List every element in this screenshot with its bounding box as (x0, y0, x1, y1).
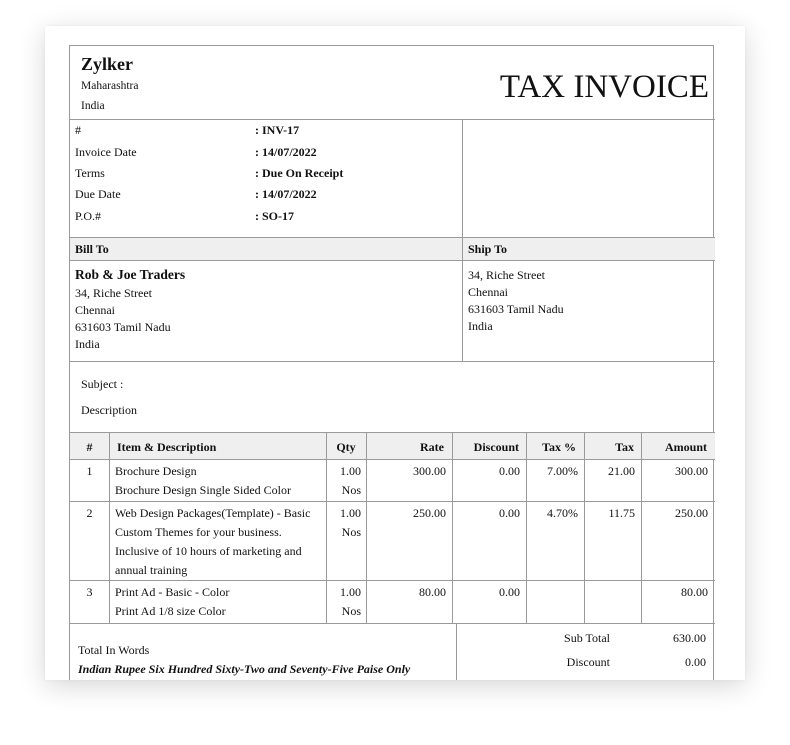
divider (70, 119, 715, 120)
divider (70, 580, 715, 581)
description-label: Description (81, 403, 137, 417)
divider (526, 432, 527, 623)
col-header-item: Item & Description (117, 440, 217, 454)
subject-label: Subject : (81, 377, 124, 391)
col-header-discount: Discount (473, 440, 519, 454)
row-amount: 250.00 (675, 506, 708, 520)
invoice-frame (69, 45, 714, 680)
ship-to-line: Chennai (468, 285, 508, 299)
divider (70, 361, 715, 362)
row-item-desc: Print Ad 1/8 size Color (115, 604, 226, 618)
bill-to-line: Chennai (75, 303, 115, 317)
subtotal-value: 630.00 (673, 631, 706, 645)
divider (462, 237, 463, 361)
company-state: Maharashtra (81, 80, 139, 92)
company-name: Zylker (81, 54, 133, 74)
row-rate: 80.00 (419, 585, 446, 599)
row-discount: 0.00 (499, 506, 520, 520)
row-amount: 80.00 (681, 585, 708, 599)
meta-label-due-date: Due Date (75, 187, 121, 201)
row-item-desc: annual training (115, 563, 188, 577)
divider (70, 260, 715, 261)
bill-to-line: India (75, 337, 100, 351)
col-header-tax: Tax (615, 440, 634, 454)
divider (70, 459, 715, 460)
row-amount: 300.00 (675, 464, 708, 478)
meta-label-terms: Terms (75, 166, 105, 180)
col-header-qty: Qty (336, 440, 356, 454)
col-header-amount: Amount (664, 440, 707, 454)
row-item-name: Web Design Packages(Template) - Basic (115, 506, 311, 520)
row-num: 1 (86, 464, 93, 478)
row-item-name: Brochure Design (115, 464, 197, 478)
divider (456, 623, 457, 680)
divider (70, 432, 715, 433)
ship-to-line: India (468, 319, 493, 333)
address-header-band (70, 238, 715, 260)
row-item-desc: Inclusive of 10 hours of marketing and (115, 544, 302, 558)
discount-value: 0.00 (685, 655, 706, 669)
divider (70, 623, 715, 624)
meta-value-due-date: : 14/07/2022 (255, 187, 317, 201)
divider (109, 432, 110, 623)
row-tax: 21.00 (608, 464, 635, 478)
document-title: TAX INVOICE (499, 69, 709, 105)
total-in-words: Indian Rupee Six Hundred Sixty-Two and Seventy-Five Paise Only (78, 662, 411, 676)
subtotal-label: Sub Total (564, 631, 610, 645)
company-country: India (81, 100, 105, 112)
invoice-sheet (45, 26, 745, 680)
total-in-words-label: Total In Words (78, 643, 150, 657)
row-item-name: Print Ad - Basic - Color (115, 585, 230, 599)
ship-to-line: 631603 Tamil Nadu (468, 302, 564, 316)
row-qty: 1.00 (340, 506, 361, 520)
ship-to-line: 34, Riche Street (468, 268, 545, 282)
meta-value-po: : SO-17 (255, 209, 294, 223)
meta-value-invoice-date: : 14/07/2022 (255, 145, 317, 159)
divider (70, 237, 715, 238)
row-item-desc: Custom Themes for your business. (115, 525, 282, 539)
meta-value-terms: : Due On Receipt (255, 166, 344, 180)
divider (584, 432, 585, 623)
row-unit: Nos (341, 483, 361, 497)
meta-label-invoice-date: Invoice Date (75, 145, 137, 159)
bill-to-heading: Bill To (75, 242, 109, 256)
meta-value-number: : INV-17 (255, 123, 300, 137)
row-qty: 1.00 (340, 585, 361, 599)
divider (70, 501, 715, 502)
row-num: 2 (86, 506, 93, 520)
row-unit: Nos (341, 604, 361, 618)
bill-to-name: Rob & Joe Traders (75, 267, 186, 282)
discount-label: Discount (566, 655, 610, 669)
row-rate: 250.00 (413, 506, 446, 520)
divider (462, 119, 463, 237)
row-num: 3 (86, 585, 93, 599)
col-header-num: # (86, 440, 93, 454)
bill-to-line: 34, Riche Street (75, 286, 152, 300)
row-tax-pct: 4.70% (547, 506, 578, 520)
row-discount: 0.00 (499, 464, 520, 478)
col-header-rate: Rate (420, 440, 444, 454)
meta-label-po: P.O.# (75, 209, 102, 223)
row-item-desc: Brochure Design Single Sided Color (115, 483, 291, 497)
col-header-tax-pct: Tax % (542, 440, 576, 454)
bill-to-line: 631603 Tamil Nadu (75, 320, 171, 334)
row-tax-pct: 7.00% (547, 464, 578, 478)
row-qty: 1.00 (340, 464, 361, 478)
ship-to-heading: Ship To (468, 242, 508, 256)
row-unit: Nos (341, 525, 361, 539)
meta-label-number: # (75, 123, 81, 137)
row-rate: 300.00 (413, 464, 446, 478)
row-tax: 11.75 (608, 506, 635, 520)
row-discount: 0.00 (499, 585, 520, 599)
